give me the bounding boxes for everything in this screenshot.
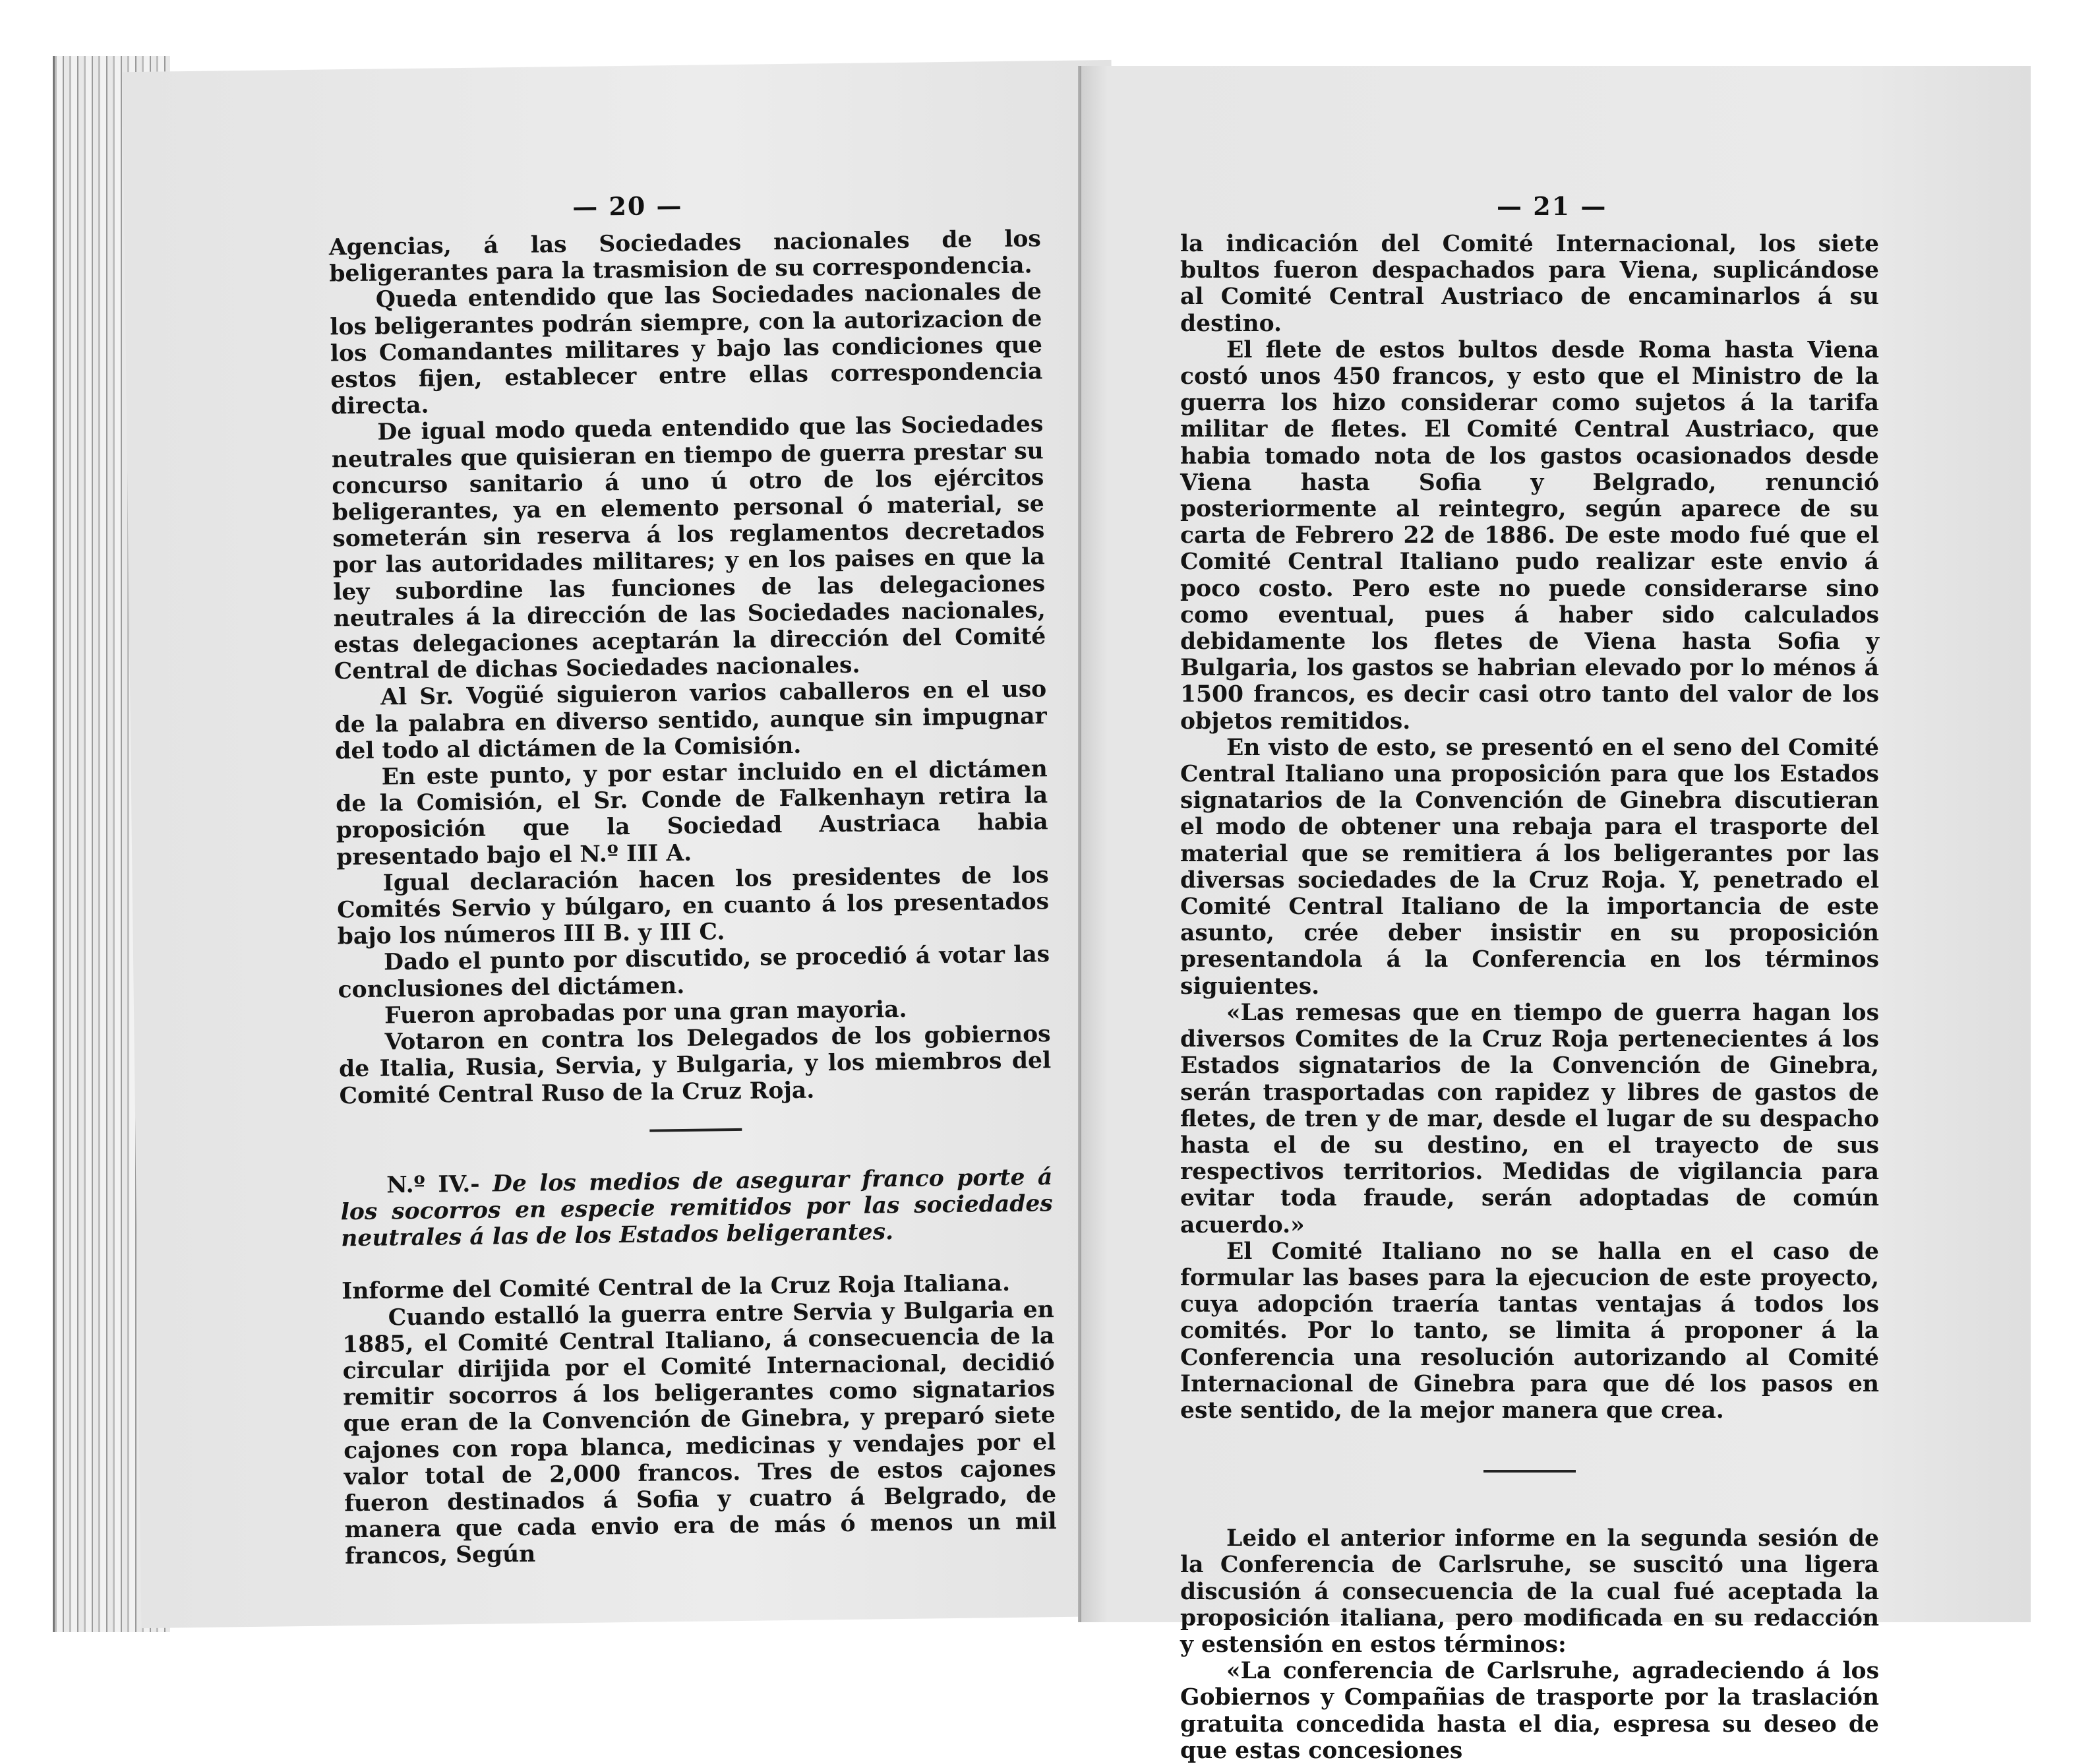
right-page-text bbox=[1180, 231, 1879, 1764]
report-title: Informe del Comité Central de la Cruz Roja Italiana. bbox=[342, 1270, 1011, 1305]
section-number: N.º IV.- bbox=[386, 1171, 480, 1199]
paragraph: «La conferencia de Carlsruhe, agradeciendo á los Gobiernos y Compañias de trasporte por la traslación gratuita concedida hasta el dia, espresa su deseo de que estas concesiones bbox=[1180, 1658, 1879, 1764]
paragraph: Al Sr. Vogüé siguieron varios caballeros en el uso de la palabra en diverso sentido, aunque sin impugnar del todo al dictámen de la Comisión. bbox=[334, 676, 1047, 765]
paragraph: En este punto, y por estar incluido en el dictámen de la Comisión, el Sr. Conde de Falkenhayn retira la proposición que la Sociedad Austriaca habia presentado bajo el N.º III A. bbox=[335, 756, 1048, 871]
left-page bbox=[123, 60, 1131, 1628]
paragraph: Agencias, á las Sociedades nacionales de los beligerantes para la trasmision de su correspondencia. bbox=[328, 226, 1042, 288]
section-divider bbox=[649, 1128, 742, 1132]
section-heading bbox=[340, 1164, 1053, 1252]
paragraph: El flete de estos bultos desde Roma hasta Viena costó unos 450 francos, y esto que el Ministro de la guerra los hizo considerar como sujetos á la tarifa militar de fletes. El Comité Central Austriaco, que habia tomado nota de los gastos ocasionados desde Viena hasta Sofia y Belgrado, renunció posteriormente al reintegro, según aparece de su carta de Febrero 22 de 1886. De este modo fué que el Comité Central Italiano pudo realizar este envio á poco costo. Pero este no puede considerarse sino como eventual, pues á haber sido calculados debidamente los fletes de Viena hasta Sofia y Bulgaria, los gastos se habrian elevado por lo ménos á 1500 francos, es decir casi otro tanto del valor de los objetos remitidos. bbox=[1180, 336, 1879, 735]
section-title: De los medios de asegurar franco porte á los socorros en especie remitidos por las sociedades neutrales á las de los Estados beligerantes. bbox=[340, 1163, 1053, 1252]
left-page-number: — 20 — bbox=[572, 190, 683, 222]
paragraph: Leido el anterior informe en la segunda sesión de la Conferencia de Carlsruhe, se suscitó una ligera discusión á consecuencia de la cual fué aceptada la proposición italiana, pero modificada en su redacción y estensión en estos términos: bbox=[1180, 1525, 1879, 1658]
section-divider bbox=[1483, 1470, 1576, 1473]
paragraph: Cuando estalló la guerra entre Servia y Bulgaria en 1885, el Comité Central Italiano, á consecuencia de la circular dirijida por el Comité Internacional, decidió remitir socorros á los beligerantes como signatarios que eran de la Convención de Ginebra, y preparó siete cajones con ropa blanca, medicinas y vendajes por el valor total de 2,000 francos. Tres de estos cajones fueron destinados á Sofia y cuatro á Belgrado, de manera que cada envio era de más ó menos un mil francos, Según bbox=[342, 1296, 1057, 1570]
paragraph: Votaron en contra los Delegados de los gobiernos de Italia, Rusia, Servia, y Bulgaria, y los miembros del Comité Central Ruso de la Cruz Roja. bbox=[338, 1021, 1052, 1109]
paragraph: Dado el punto por discutido, se procedió á votar las conclusiones del dictámen. bbox=[338, 941, 1050, 1004]
paragraph: Queda entendido que las Sociedades nacionales de los beligerantes podrán siempre, con la autorizacion de los Comandantes militares y bajo las condiciones que estos fijen, establecer entre ellas correspondencia directa. bbox=[330, 278, 1043, 420]
right-page bbox=[1081, 66, 2031, 1764]
paragraph: En visto de esto, se presentó en el seno del Comité Central Italiano una proposición para que los Estados signatarios de la Convención de Ginebra discutieran el modo de obtener una rebaja para el trasporte del material que se remitiera á los beligerantes por las diversas sociedades de la Cruz Roja. Y, penetrado el Comité Central Italiano de la importancia de este asunto, crée deber insistir en su proposición presentandola á la Conferencia en los términos siguientes. bbox=[1180, 734, 1879, 1000]
left-page-text bbox=[329, 226, 1058, 1570]
paragraph: «Las remesas que en tiempo de guerra hagan los diversos Comites de la Cruz Roja pertenecientes á los Estados signatarios de la Convención de Ginebra, serán trasportadas con rapidez y libres de gastos de fletes, de tren y de mar, desde el lugar de su despacho hasta el de su destino, en el trayecto de sus respectivos territorios. Medidas de vigilancia para evitar toda fraude, serán adoptadas de común acuerdo.» bbox=[1180, 999, 1879, 1238]
paragraph: De igual modo queda entendido que las Sociedades neutrales que quisieran en tiempo de guerra prestar su concurso sanitario á uno ú otro de los ejércitos beligerantes, ya en elemento personal ó material, se someterán sin reserva á los reglamentos decretados por las autoridades militares; y en los paises en que la ley subordine las funciones de las delegaciones neutrales á la dirección de las Sociedades nacionales, estas delegaciones aceptarán la dirección del Comité Central de dichas Sociedades nacionales. bbox=[331, 411, 1046, 685]
paragraph: El Comité Italiano no se halla en el caso de formular las bases para la ejecucion de este proyecto, cuya adopción traería tantas ventajas á todos los comités. Por lo tanto, se limita á proponer á la Conferencia una resolución autorizando al Comité Internacional de Ginebra para que dé los pasos en este sentido, de la mejor manera que crea. bbox=[1180, 1238, 1879, 1424]
open-book bbox=[40, 46, 2037, 1764]
paragraph: la indicación del Comité Internacional, los siete bultos fueron despachados para Viena, suplicándose al Comité Central Austriaco de encaminarlos á su destino. bbox=[1180, 231, 1879, 337]
paragraph: Igual declaración hacen los presidentes de los Comités Servio y búlgaro, en cuanto á los presentados bajo los números III B. y III C. bbox=[336, 862, 1050, 950]
paragraph: Fueron aprobadas por una gran mayoria. bbox=[384, 996, 907, 1029]
right-page-number: — 21 — bbox=[1497, 191, 1607, 221]
